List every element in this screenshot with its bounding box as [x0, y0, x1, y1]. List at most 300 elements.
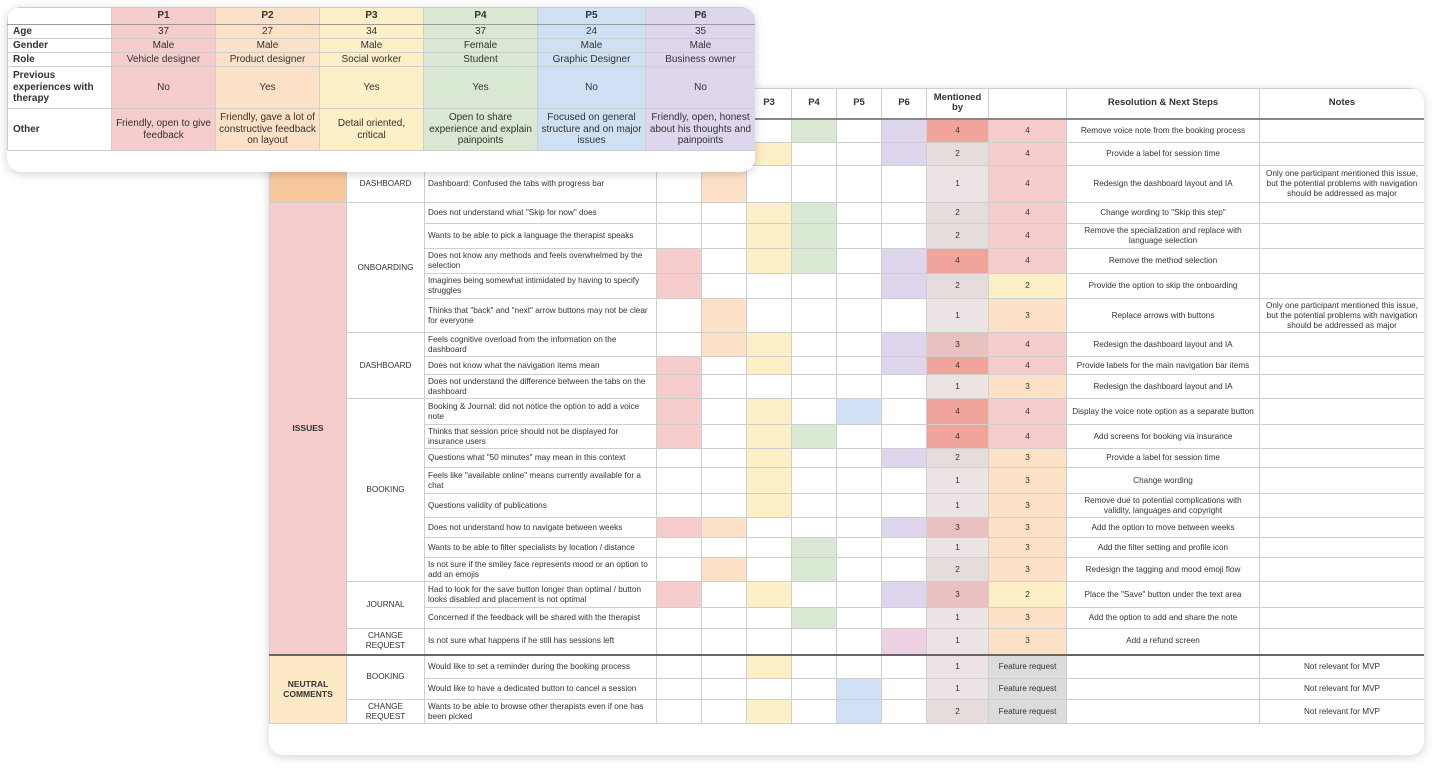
severity-rating: 4 [989, 143, 1067, 166]
notes-text [1260, 399, 1425, 425]
participant-mark-p4 [792, 518, 837, 538]
participant-mark-p5 [837, 700, 882, 724]
participant-mark-p6 [882, 608, 927, 629]
participant-mark-p3 [747, 538, 792, 558]
participant-mark-p6 [882, 143, 927, 166]
participant-mark-p4 [792, 608, 837, 629]
participant-mark-p4 [792, 357, 837, 375]
severity-rating: 4 [989, 399, 1067, 425]
participant-mark-p6 [882, 468, 927, 494]
severity-rating: Feature request [989, 700, 1067, 724]
issue-description: Wants to be able to filter specialists by location / distance [425, 538, 657, 558]
issue-row [270, 399, 1425, 425]
resolution-text: Redesign the dashboard layout and IA [1067, 375, 1260, 399]
severity-rating: Feature request [989, 655, 1067, 679]
mentioned-count: 1 [927, 494, 989, 518]
issue-description: Does not understand how to navigate between weeks [425, 518, 657, 538]
resolution-text: Remove due to potential complications with validity, languages and copyright [1067, 494, 1260, 518]
notes-text [1260, 224, 1425, 249]
notes-text [1260, 249, 1425, 274]
mentioned-count: 3 [927, 582, 989, 608]
mentioned-count: 1 [927, 468, 989, 494]
participant-mark-p4 [792, 333, 837, 357]
participant-mark-p2 [702, 608, 747, 629]
notes-text [1260, 425, 1425, 449]
issue-description: Concerned if the feedback will be shared with the therapist [425, 608, 657, 629]
participant-mark-p5 [837, 119, 882, 143]
participant-mark-p4 [792, 538, 837, 558]
participant-mark-p6 [882, 224, 927, 249]
participant-mark-p1 [657, 224, 702, 249]
participant-mark-p4 [792, 700, 837, 724]
participant-mark-p5 [837, 143, 882, 166]
subcategory-cell: CHANGE REQUEST [347, 700, 425, 724]
participant-mark-p5 [837, 375, 882, 399]
participant-mark-p4 [792, 629, 837, 655]
participant-mark-p6 [882, 538, 927, 558]
participant-mark-p3 [747, 494, 792, 518]
participant-value: No [112, 67, 216, 109]
participant-mark-p2 [702, 558, 747, 582]
participant-mark-p5 [837, 558, 882, 582]
mentioned-count: 1 [927, 655, 989, 679]
participant-mark-p2 [702, 357, 747, 375]
participant-mark-p3 [747, 582, 792, 608]
participant-mark-p3 [747, 629, 792, 655]
participant-value: No [646, 67, 756, 109]
issue-row [270, 357, 1425, 375]
mentioned-count: 4 [927, 357, 989, 375]
resolution-text: Add the option to move between weeks [1067, 518, 1260, 538]
issue-row [270, 700, 1425, 724]
participant-mark-p6 [882, 203, 927, 224]
participant-value: Open to share experience and explain painpoints [424, 109, 538, 151]
notes-text [1260, 357, 1425, 375]
mentioned-count: 1 [927, 679, 989, 700]
participant-mark-p4 [792, 203, 837, 224]
participant-mark-p2 [702, 375, 747, 399]
severity-rating: 3 [989, 558, 1067, 582]
participant-mark-p4 [792, 299, 837, 333]
notes-text [1260, 274, 1425, 299]
participant-mark-p1 [657, 608, 702, 629]
mentioned-count: 1 [927, 375, 989, 399]
mentioned-count: 4 [927, 425, 989, 449]
participant-mark-p6 [882, 558, 927, 582]
participant-mark-p4 [792, 224, 837, 249]
resolution-text: Remove the specialization and replace with language selection [1067, 224, 1260, 249]
severity-rating: 3 [989, 449, 1067, 468]
issue-description: Dashboard: Confused the tabs with progress bar [425, 166, 657, 203]
participant-value: Business owner [646, 53, 756, 67]
severity-rating: 4 [989, 425, 1067, 449]
participant-value: Vehicle designer [112, 53, 216, 67]
participant-mark-p3 [747, 679, 792, 700]
participant-mark-p4 [792, 449, 837, 468]
issue-row [270, 299, 1425, 333]
notes-text [1260, 333, 1425, 357]
issue-description: Thinks that "back" and "next" arrow buttons may not be clear for everyone [425, 299, 657, 333]
participant-mark-p5 [837, 679, 882, 700]
mentioned-count: 2 [927, 449, 989, 468]
participant-mark-p5 [837, 629, 882, 655]
issue-row [270, 655, 1425, 679]
notes-text: Only one participant mentioned this issue, but the potential problems with navigation should be addressed as major [1260, 166, 1425, 203]
participant-value: 37 [112, 25, 216, 39]
participant-value: Friendly, gave a lot of constructive feedback on layout [216, 109, 320, 151]
severity-rating: 3 [989, 538, 1067, 558]
participant-mark-p6 [882, 299, 927, 333]
notes-text [1260, 119, 1425, 143]
participant-attribute-label: Previous experiences with therapy [8, 67, 112, 109]
issue-description: Thinks that session price should not be displayed for insurance users [425, 425, 657, 449]
resolution-text: Add screens for booking via insurance [1067, 425, 1260, 449]
resolution-text: Provide the option to skip the onboarding [1067, 274, 1260, 299]
participant-value: 27 [216, 25, 320, 39]
participant-mark-p4 [792, 375, 837, 399]
participant-mark-p2 [702, 274, 747, 299]
participant-mark-p6 [882, 629, 927, 655]
participant-mark-p1 [657, 399, 702, 425]
severity-rating: 2 [989, 274, 1067, 299]
participant-mark-p1 [657, 375, 702, 399]
participant-value: Friendly, open, honest about his thoughts and painpoints [646, 109, 756, 151]
issue-row [270, 538, 1425, 558]
participant-attribute-label: Age [8, 25, 112, 39]
participant-mark-p3 [747, 166, 792, 203]
participant-mark-p2 [702, 425, 747, 449]
participant-mark-p5 [837, 299, 882, 333]
issue-description: Would like to have a dedicated button to cancel a session [425, 679, 657, 700]
issue-row [270, 333, 1425, 357]
participant-value: Male [216, 39, 320, 53]
mentioned-count: 2 [927, 558, 989, 582]
participant-mark-p1 [657, 333, 702, 357]
participant-mark-p5 [837, 224, 882, 249]
notes-text [1260, 608, 1425, 629]
participant-attribute-row [8, 109, 756, 151]
resolution-text: Redesign the dashboard layout and IA [1067, 333, 1260, 357]
severity-rating: 4 [989, 224, 1067, 249]
header-notes: Notes [1260, 89, 1425, 119]
participant-mark-p1 [657, 700, 702, 724]
issue-description: Questions validity of publications [425, 494, 657, 518]
header-mentioned-by: Mentioned by [927, 89, 989, 119]
issue-description: Wants to be able to browse other therapists even if one has been picked [425, 700, 657, 724]
severity-rating: Feature request [989, 679, 1067, 700]
notes-text [1260, 203, 1425, 224]
participant-mark-p2 [702, 629, 747, 655]
participant-mark-p2 [702, 582, 747, 608]
issue-row [270, 558, 1425, 582]
participant-value: 24 [538, 25, 646, 39]
participant-mark-p6 [882, 166, 927, 203]
mentioned-count: 4 [927, 399, 989, 425]
participant-mark-p5 [837, 582, 882, 608]
issue-description: Imagines being somewhat intimidated by having to specify struggles [425, 274, 657, 299]
participant-mark-p3 [747, 274, 792, 299]
participant-mark-p1 [657, 679, 702, 700]
issue-row [270, 203, 1425, 224]
subcategory-cell: BOOKING [347, 399, 425, 582]
participant-mark-p2 [702, 249, 747, 274]
participant-mark-p2 [702, 679, 747, 700]
participant-mark-p6 [882, 333, 927, 357]
participant-mark-p5 [837, 166, 882, 203]
participant-mark-p5 [837, 399, 882, 425]
mentioned-count: 3 [927, 518, 989, 538]
issue-description: Wants to be able to pick a language the therapist speaks [425, 224, 657, 249]
resolution-text [1067, 655, 1260, 679]
notes-text [1260, 143, 1425, 166]
participant-attribute-label: Gender [8, 39, 112, 53]
participant-mark-p1 [657, 558, 702, 582]
notes-text [1260, 558, 1425, 582]
participant-value: Friendly, open to give feedback [112, 109, 216, 151]
severity-rating: 4 [989, 333, 1067, 357]
notes-text: Not relevant for MVP [1260, 679, 1425, 700]
participant-mark-p3 [747, 299, 792, 333]
participant-mark-p1 [657, 518, 702, 538]
participant-mark-p3 [747, 608, 792, 629]
participant-value: Yes [216, 67, 320, 109]
participant-mark-p4 [792, 468, 837, 494]
participant-attribute-label: Other [8, 109, 112, 151]
participant-attribute-row [8, 53, 756, 67]
participant-mark-p3 [747, 224, 792, 249]
participant-mark-p4 [792, 119, 837, 143]
mentioned-count: 2 [927, 224, 989, 249]
participant-value: Male [538, 39, 646, 53]
participant-mark-p2 [702, 518, 747, 538]
participant-value: Detail oriented, critical [320, 109, 424, 151]
participant-mark-p1 [657, 425, 702, 449]
participant-value: Product designer [216, 53, 320, 67]
issue-row [270, 449, 1425, 468]
resolution-text: Change wording [1067, 468, 1260, 494]
participant-mark-p4 [792, 558, 837, 582]
header-resolution: Resolution & Next Steps [1067, 89, 1260, 119]
participant-mark-p1 [657, 655, 702, 679]
header-p5: P5 [837, 89, 882, 119]
issue-description: Does not understand the difference between the tabs on the dashboard [425, 375, 657, 399]
participant-value: Male [112, 39, 216, 53]
severity-rating: 4 [989, 249, 1067, 274]
issue-description: Feels cognitive overload from the information on the dashboard [425, 333, 657, 357]
participant-mark-p5 [837, 518, 882, 538]
issue-description: Does not know what the navigation items mean [425, 357, 657, 375]
participant-mark-p3 [747, 333, 792, 357]
participants-table [7, 7, 755, 151]
subcategory-cell: CHANGE REQUEST [347, 629, 425, 655]
participant-mark-p3 [747, 203, 792, 224]
participant-mark-p5 [837, 203, 882, 224]
participant-mark-p2 [702, 655, 747, 679]
resolution-text: Provide a label for session time [1067, 449, 1260, 468]
participant-value: Yes [424, 67, 538, 109]
participant-mark-p4 [792, 494, 837, 518]
participant-mark-p3 [747, 468, 792, 494]
participant-mark-p4 [792, 582, 837, 608]
issue-row [270, 629, 1425, 655]
category-cell: NEUTRAL COMMENTS [270, 655, 347, 724]
header-severity [989, 89, 1067, 119]
participants-table-card [7, 7, 755, 172]
severity-rating: 2 [989, 582, 1067, 608]
participant-mark-p1 [657, 249, 702, 274]
subcategory-cell: JOURNAL [347, 582, 425, 629]
participant-mark-p3 [747, 249, 792, 274]
severity-rating: 3 [989, 468, 1067, 494]
issue-description: Booking & Journal: did not notice the option to add a voice note [425, 399, 657, 425]
participant-mark-p3 [747, 375, 792, 399]
participants-header-p1: P1 [112, 8, 216, 25]
resolution-text: Display the voice note option as a separate button [1067, 399, 1260, 425]
participant-mark-p1 [657, 357, 702, 375]
subcategory-cell: BOOKING [347, 655, 425, 700]
notes-text [1260, 518, 1425, 538]
participant-value: No [538, 67, 646, 109]
participants-header-p2: P2 [216, 8, 320, 25]
participant-mark-p4 [792, 274, 837, 299]
participants-body [8, 25, 756, 151]
issue-description: Is not sure what happens if he still has sessions left [425, 629, 657, 655]
notes-text [1260, 629, 1425, 655]
participant-mark-p5 [837, 655, 882, 679]
participant-mark-p3 [747, 558, 792, 582]
participant-mark-p6 [882, 357, 927, 375]
issue-row [270, 468, 1425, 494]
participant-mark-p1 [657, 203, 702, 224]
resolution-text: Provide labels for the main navigation bar items [1067, 357, 1260, 375]
participant-mark-p5 [837, 538, 882, 558]
participant-mark-p6 [882, 274, 927, 299]
notes-text [1260, 494, 1425, 518]
mentioned-count: 1 [927, 629, 989, 655]
participant-mark-p3 [747, 700, 792, 724]
participant-value: 34 [320, 25, 424, 39]
participant-mark-p4 [792, 655, 837, 679]
resolution-text [1067, 700, 1260, 724]
participant-mark-p2 [702, 538, 747, 558]
severity-rating: 3 [989, 629, 1067, 655]
participant-mark-p2 [702, 203, 747, 224]
header-p4: P4 [792, 89, 837, 119]
participants-header-blank [8, 8, 112, 25]
participant-mark-p2 [702, 449, 747, 468]
participants-header-p4: P4 [424, 8, 538, 25]
participant-mark-p5 [837, 494, 882, 518]
participant-mark-p6 [882, 449, 927, 468]
participant-mark-p4 [792, 399, 837, 425]
participant-mark-p2 [702, 299, 747, 333]
participant-mark-p1 [657, 299, 702, 333]
category-cell: ISSUES [270, 203, 347, 655]
participant-value: Male [646, 39, 756, 53]
participant-mark-p1 [657, 582, 702, 608]
participant-mark-p6 [882, 425, 927, 449]
participant-mark-p2 [702, 468, 747, 494]
participant-mark-p4 [792, 166, 837, 203]
issue-row [270, 425, 1425, 449]
mentioned-count: 1 [927, 538, 989, 558]
participants-header-p3: P3 [320, 8, 424, 25]
resolution-text: Redesign the tagging and mood emoji flow [1067, 558, 1260, 582]
severity-rating: 3 [989, 518, 1067, 538]
participant-mark-p1 [657, 274, 702, 299]
participant-mark-p4 [792, 425, 837, 449]
mentioned-count: 2 [927, 274, 989, 299]
participant-mark-p5 [837, 274, 882, 299]
issue-row [270, 249, 1425, 274]
severity-rating: 3 [989, 375, 1067, 399]
participant-mark-p6 [882, 399, 927, 425]
participant-mark-p6 [882, 375, 927, 399]
participant-mark-p4 [792, 679, 837, 700]
severity-rating: 3 [989, 494, 1067, 518]
resolution-text: Provide a label for session time [1067, 143, 1260, 166]
resolution-text: Place the "Save" button under the text area [1067, 582, 1260, 608]
participant-mark-p2 [702, 333, 747, 357]
participant-mark-p6 [882, 518, 927, 538]
notes-text [1260, 538, 1425, 558]
subcategory-cell: ONBOARDING [347, 203, 425, 333]
mentioned-count: 2 [927, 700, 989, 724]
mentioned-count: 2 [927, 143, 989, 166]
participant-value: 37 [424, 25, 538, 39]
participant-mark-p5 [837, 249, 882, 274]
header-p6: P6 [882, 89, 927, 119]
participant-attribute-label: Role [8, 53, 112, 67]
participant-mark-p2 [702, 494, 747, 518]
participant-mark-p1 [657, 538, 702, 558]
issue-row [270, 224, 1425, 249]
mentioned-count: 1 [927, 608, 989, 629]
participant-mark-p6 [882, 700, 927, 724]
issue-row [270, 274, 1425, 299]
resolution-text: Add the filter setting and profile icon [1067, 538, 1260, 558]
participant-mark-p1 [657, 629, 702, 655]
participant-mark-p6 [882, 494, 927, 518]
participant-attribute-row [8, 67, 756, 109]
participant-mark-p3 [747, 518, 792, 538]
subcategory-cell: DASHBOARD [347, 166, 425, 203]
participant-value: Student [424, 53, 538, 67]
participant-mark-p1 [657, 494, 702, 518]
resolution-text: Remove the method selection [1067, 249, 1260, 274]
participant-attribute-row [8, 25, 756, 39]
participant-value: Social worker [320, 53, 424, 67]
header-p3: P3 [747, 89, 792, 119]
severity-rating: 3 [989, 299, 1067, 333]
participant-mark-p5 [837, 449, 882, 468]
issue-row [270, 494, 1425, 518]
issue-description: Feels like "available online" means currently available for a chat [425, 468, 657, 494]
notes-text: Only one participant mentioned this issue, but the potential problems with navigation should be addressed as major [1260, 299, 1425, 333]
participant-mark-p5 [837, 333, 882, 357]
mentioned-count: 4 [927, 249, 989, 274]
issue-description: Is not sure if the smiley face represents mood or an option to add an emojis [425, 558, 657, 582]
participant-value: Male [320, 39, 424, 53]
participant-mark-p3 [747, 399, 792, 425]
participant-mark-p2 [702, 399, 747, 425]
notes-text: Not relevant for MVP [1260, 700, 1425, 724]
participant-mark-p4 [792, 249, 837, 274]
participant-mark-p5 [837, 468, 882, 494]
issues-body [270, 119, 1425, 724]
mentioned-count: 4 [927, 119, 989, 143]
participant-mark-p3 [747, 425, 792, 449]
